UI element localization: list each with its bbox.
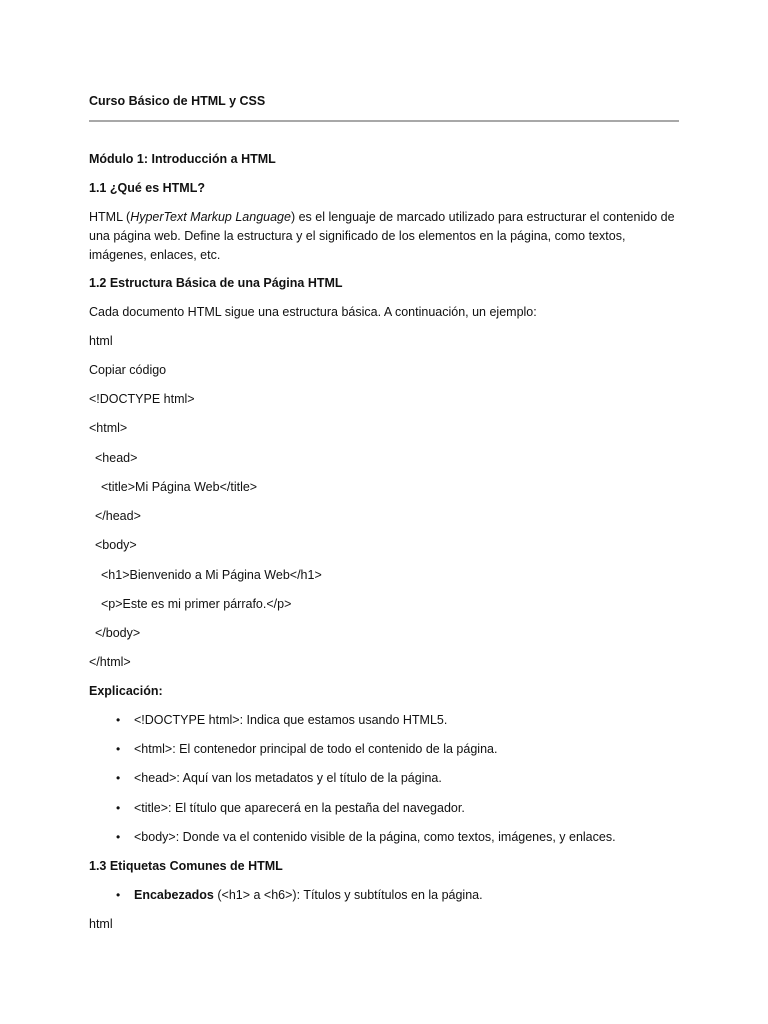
title-divider <box>89 120 679 122</box>
bullet-icon: • <box>116 801 121 815</box>
section-1-1-paragraph <box>89 208 681 265</box>
section-1-2-intro: Cada documento HTML sigue una estructura básica. A continuación, un ejemplo: <box>89 305 537 319</box>
list-item-bold-term: Encabezados <box>134 888 214 902</box>
code-line: <body> <box>95 538 137 552</box>
paragraph-text-start: HTML ( <box>89 210 131 224</box>
code-line: </html> <box>89 655 131 669</box>
section-1-2-heading: 1.2 Estructura Básica de una Página HTML <box>89 276 343 290</box>
list-item-text: <title>: El título que aparecerá en la pestaña del navegador. <box>134 801 465 815</box>
list-item-text: <html>: El contenedor principal de todo el contenido de la página. <box>134 742 498 756</box>
bullet-icon: • <box>116 771 121 785</box>
bullet-icon: • <box>116 888 121 902</box>
list-item-text <box>134 886 483 904</box>
explanation-label: Explicación: <box>89 684 163 698</box>
document-title: Curso Básico de HTML y CSS <box>89 94 266 108</box>
code-line: <head> <box>95 451 138 465</box>
code-line: </head> <box>95 509 141 523</box>
code-line: <p>Este es mi primer párrafo.</p> <box>101 597 292 611</box>
section-1-3-heading: 1.3 Etiquetas Comunes de HTML <box>89 859 283 873</box>
list-item-text: <body>: Donde va el contenido visible de la página, como textos, imágenes, y enlaces. <box>134 830 616 844</box>
code-language-label: html <box>89 334 113 348</box>
list-item-description: (<h1> a <h6>): Títulos y subtítulos en la página. <box>213 888 483 902</box>
paragraph-emphasis: HyperText Markup Language <box>130 210 291 224</box>
code-line: <h1>Bienvenido a Mi Página Web</h1> <box>101 568 322 582</box>
bullet-icon: • <box>116 742 121 756</box>
bullet-icon: • <box>116 713 121 727</box>
code-line: <title>Mi Página Web</title> <box>101 480 258 494</box>
module-heading: Módulo 1: Introducción a HTML <box>89 152 276 166</box>
paragraph-text-end: ) es el lenguaje de marcado utilizado para estructurar el contenido de una página web. Define la estructura y el significado de los elementos en la página, como textos, imágenes, enlaces, etc. <box>89 210 675 262</box>
bullet-icon: • <box>116 830 121 844</box>
code-line: </body> <box>95 626 141 640</box>
code-line: <html> <box>89 421 128 435</box>
copy-code-label: Copiar código <box>89 363 167 377</box>
section-1-1-heading: 1.1 ¿Qué es HTML? <box>89 181 205 195</box>
list-item-text: <!DOCTYPE html>: Indica que estamos usando HTML5. <box>134 713 448 727</box>
list-item-text: <head>: Aquí van los metadatos y el título de la página. <box>134 771 442 785</box>
code-language-label: html <box>89 917 113 931</box>
code-line: <!DOCTYPE html> <box>89 392 195 406</box>
